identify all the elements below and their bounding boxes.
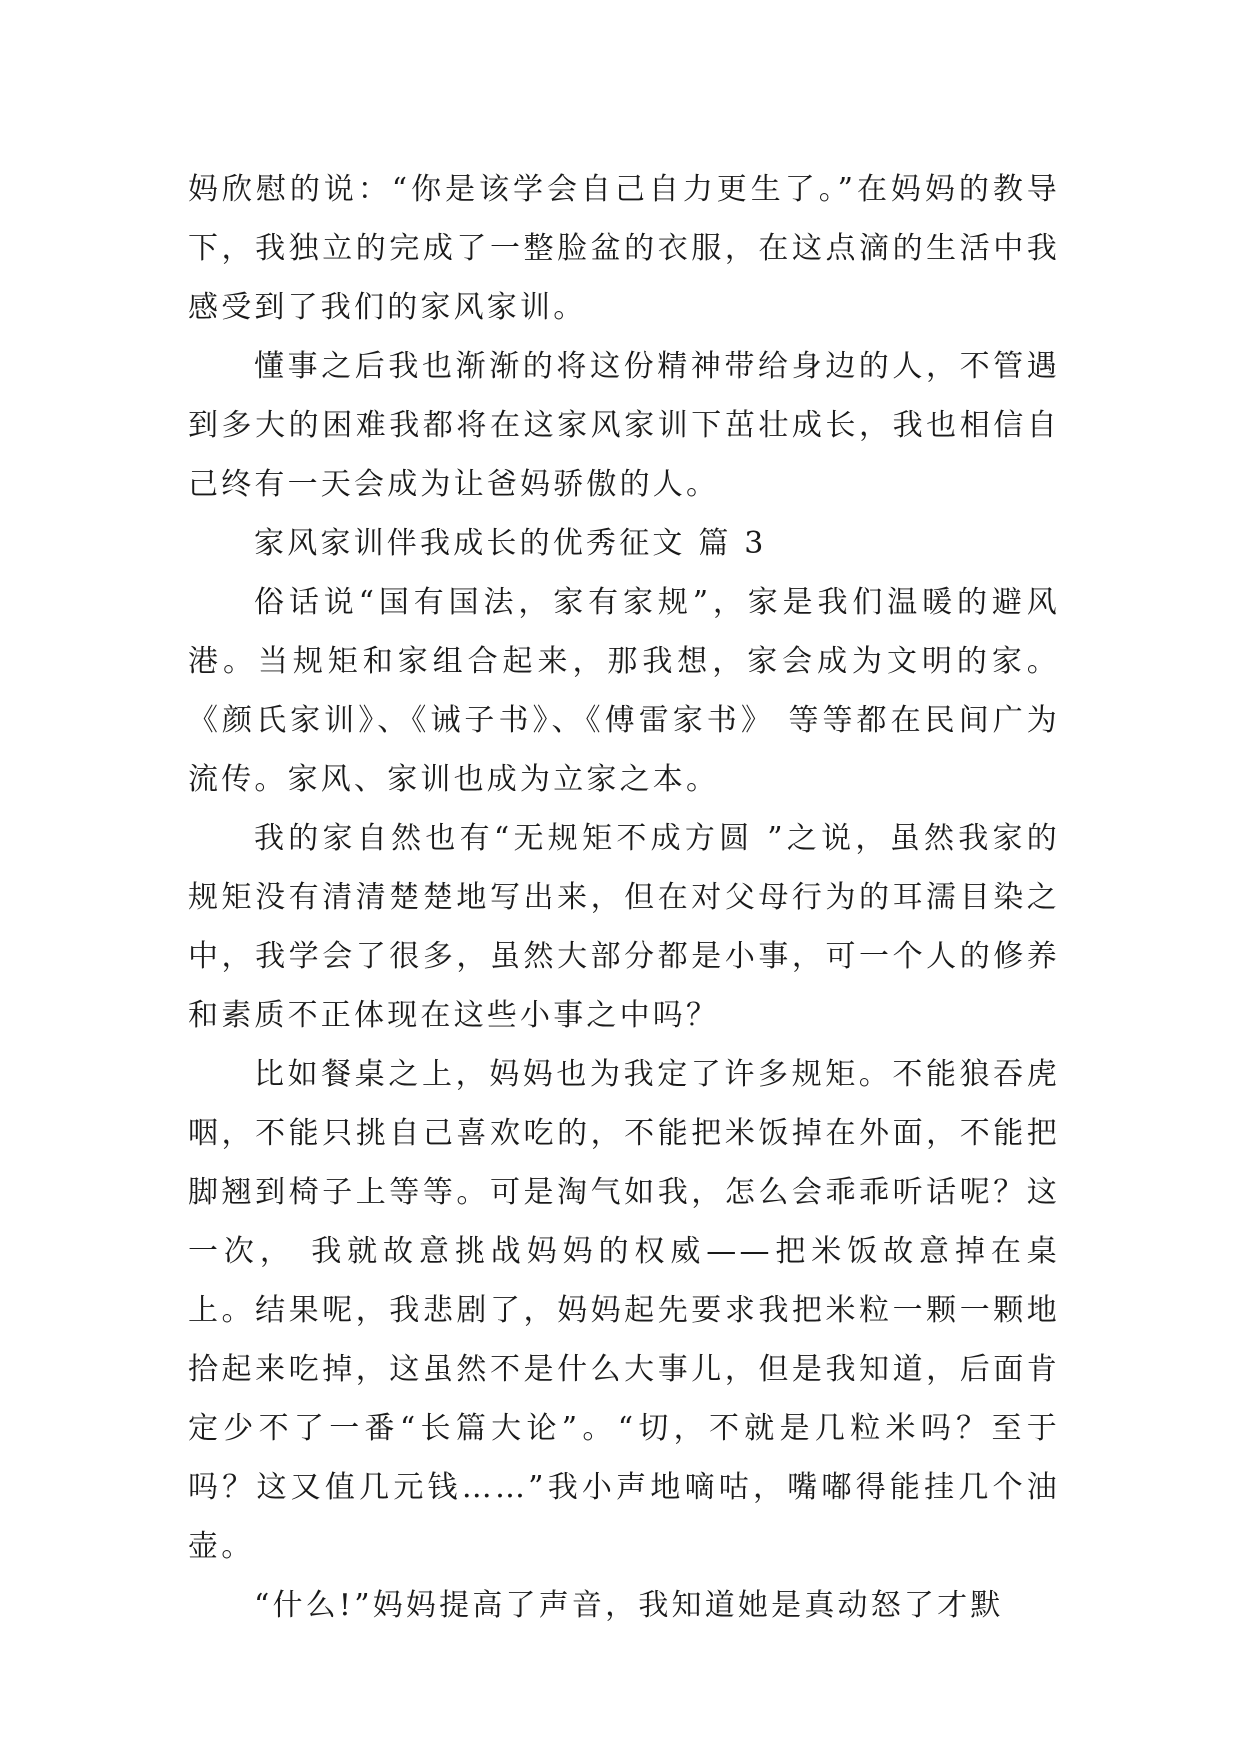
paragraph-7: “什么!”妈妈提高了声音，我知道她是真动怒了才默 [254,1588,1004,1623]
paragraph-1: 妈欣慰的说：“你是该学会自己自力更生了。”在妈妈的教导下，我独立的完成了一整脸盆的衣服，在这点滴的生活中我感受到了我们的家风家训。 [188,172,1060,325]
body-text [188,160,1060,1635]
paragraph-5: 我的家自然也有“无规矩不成方圆 ”之说，虽然我家的规矩没有清清楚楚地写出来，但在对父母行为的耳濡目染之中，我学会了很多，虽然大部分都是小事，可一个人的修养和素质不正体现在这些小事之中吗？ [188,821,1060,1033]
paragraph-6: 比如餐桌之上，妈妈也为我定了许多规矩。不能狼吞虎咽，不能只挑自己喜欢吃的，不能把米饭掉在外面，不能把脚翘到椅子上等等。可是淘气如我，怎么会乖乖听话呢？这一次， 我就故意挑战妈妈的权威——把米饭故意掉在桌上。结果呢，我悲剧了，妈妈起先要求我把米粒一颗一颗地拾起来吃掉，这虽然不是什么大事儿，但是我知道，后面肯定少不了一番“长篇大论”。“切，不就是几粒米吗？至于吗？这又值几元钱……”我小声地嘀咕，嘴嘟得能挂几个油壶。 [188,1057,1060,1564]
section-heading: 家风家训伴我成长的优秀征文 篇 3 [254,526,767,561]
paragraph-2: 懂事之后我也渐渐的将这份精神带给身边的人，不管遇到多大的困难我都将在这家风家训下茁壮成长，我也相信自己终有一天会成为让爸妈骄傲的人。 [188,349,1060,502]
paragraph-4: 俗话说“国有国法，家有家规”，家是我们温暖的避风港。当规矩和家组合起来，那我想，家会成为文明的家。《颜氏家训》、《诫子书》、《傅雷家书》 等等都在民间广为流传。家风、家训也成为立家之本。 [188,585,1060,797]
